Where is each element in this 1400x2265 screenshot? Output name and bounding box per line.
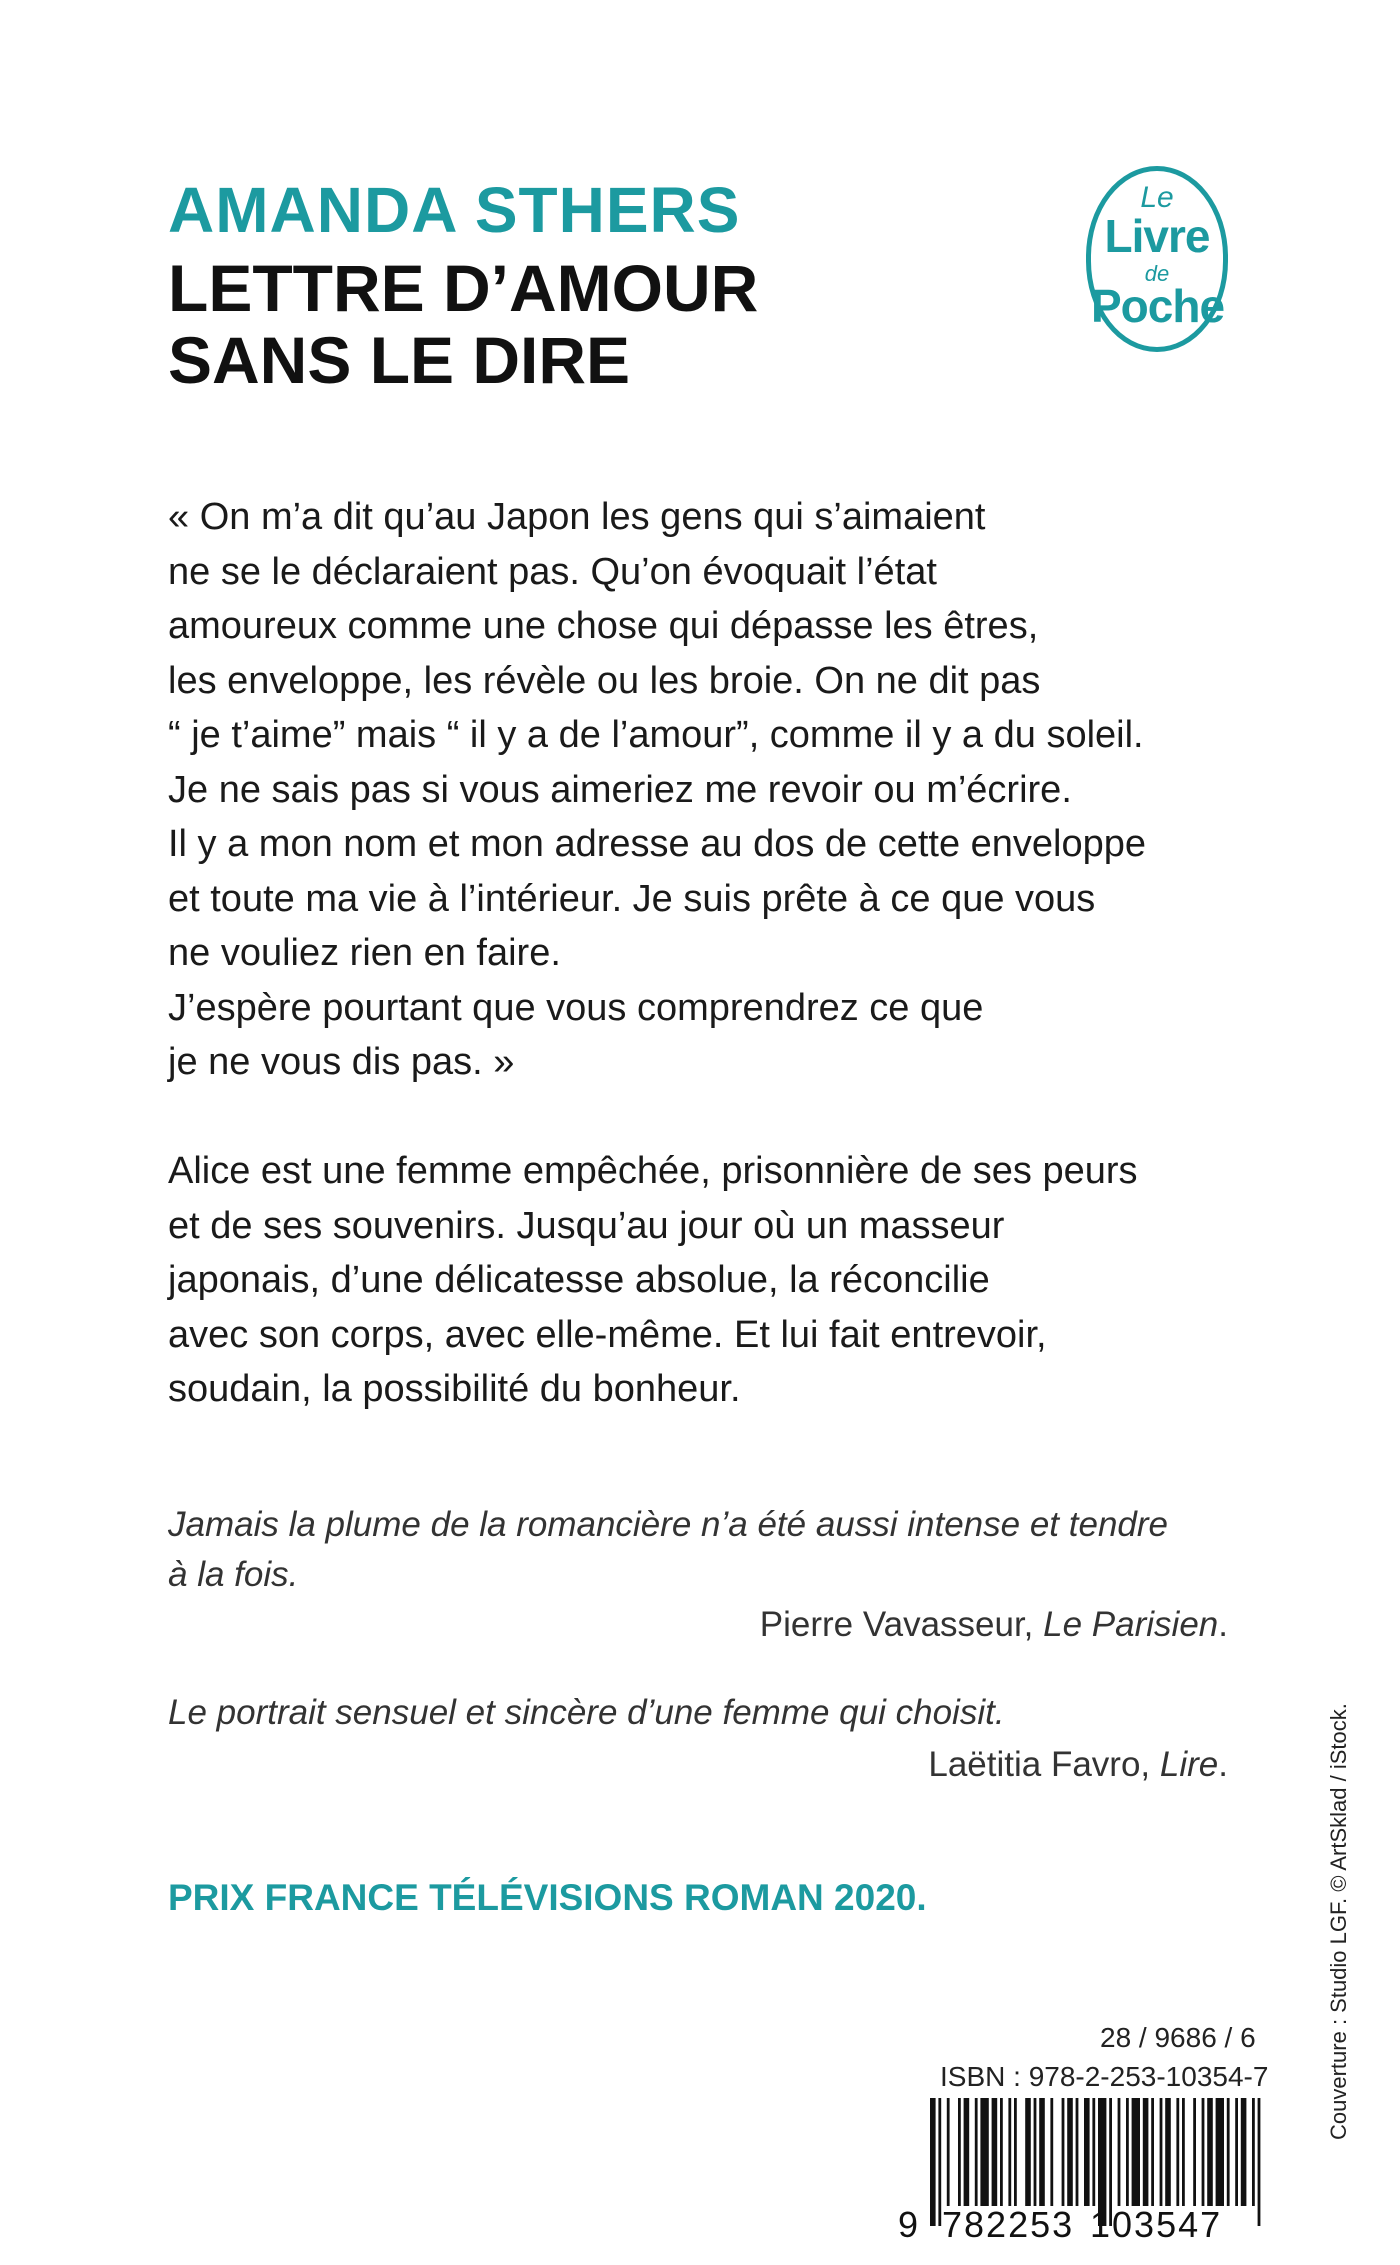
excerpt-quote (168, 490, 1288, 1090)
quote-line: les enveloppe, les révèle ou les broie. On ne dit pas (168, 659, 1041, 702)
review-line: Le portrait sensuel et sincère d’une femme qui choisit. (168, 1693, 1005, 1732)
quote-line: et toute ma vie à l’intérieur. Je suis prête à ce que vous (168, 877, 1096, 920)
review-quote-1 (168, 1500, 1228, 1600)
review-line: à la fois. (168, 1555, 299, 1594)
quote-line: Il y a mon nom et mon adresse au dos de cette enveloppe (168, 823, 1147, 865)
book-title (168, 252, 758, 396)
summary-line: soudain, la possibilité du bonheur. (168, 1368, 741, 1410)
barcode-bar (1165, 2098, 1171, 2206)
barcode-digit-group: 782253 (942, 2204, 1075, 2243)
barcode-bar (1008, 2098, 1011, 2206)
review-end: . (1218, 1605, 1228, 1644)
barcode-bar (1014, 2098, 1017, 2206)
barcode-bar (1092, 2098, 1095, 2206)
summary-line: japonais, d’une délicatesse absolue, la réconcilie (168, 1259, 990, 1301)
barcode-bar (1126, 2098, 1129, 2206)
barcode-bar (1160, 2098, 1163, 2206)
barcode-bar (958, 2098, 961, 2206)
barcode-bar (980, 2098, 988, 2206)
barcode-bar (1216, 2098, 1224, 2206)
summary-line: avec son corps, avec elle-même. Et lui fait entrevoir, (168, 1313, 1047, 1356)
quote-line: Je ne sais pas si vous aimeriez me revoir ou m’écrire. (168, 768, 1072, 811)
review-line: Jamais la plume de la romancière n’a été aussi intense et tendre (168, 1505, 1168, 1544)
quote-line: ne vouliez rien en faire. (168, 932, 561, 974)
title-line-1: LETTRE D’AMOUR (168, 251, 759, 325)
reference-code: 28 / 9686 / 6 (1100, 2022, 1256, 2053)
author-name: AMANDA STHERS (168, 174, 741, 246)
summary-line: Alice est une femme empêchée, prisonnière de ses peurs (168, 1150, 1138, 1192)
barcode-bar (1039, 2098, 1045, 2206)
review-source: Le Parisien (1043, 1605, 1219, 1644)
publisher-logo (1086, 166, 1228, 352)
barcode-bar (938, 2098, 941, 2226)
barcode-bar (992, 2098, 998, 2206)
barcode-bar (1084, 2098, 1090, 2206)
quote-line: je ne vous dis pas. » (168, 1041, 515, 1083)
barcode-bar (1000, 2098, 1003, 2206)
barcode-digit-group: 103547 (1090, 2204, 1223, 2243)
barcode-bar (1076, 2098, 1079, 2206)
review-source: Lire (1159, 1745, 1219, 1784)
barcode-bar (1227, 2098, 1230, 2206)
barcode-bar (1176, 2098, 1179, 2206)
logo-line-2: Livre (1104, 210, 1210, 262)
review-end: . (1218, 1745, 1228, 1784)
review-author: Laëtitia Favro, (928, 1745, 1151, 1784)
logo-line-3: de (1144, 261, 1170, 286)
barcode (890, 2098, 1270, 2243)
quote-line: J’espère pourtant que vous comprendrez ce que (168, 986, 984, 1029)
barcode-bar (1132, 2098, 1140, 2206)
review-attribution-1 (760, 1600, 1228, 1650)
barcode-bar (947, 2098, 950, 2206)
title-line-2: SANS LE DIRE (168, 323, 631, 397)
barcode-bar (1025, 2098, 1031, 2206)
barcode-bar (1241, 2098, 1247, 2206)
barcode-bar (1252, 2098, 1255, 2206)
barcode-bar (1258, 2098, 1261, 2226)
quote-line: amoureux comme une chose qui dépasse les êtres, (168, 605, 1039, 647)
barcode-bar (1034, 2098, 1037, 2206)
prize-label: PRIX FRANCE TÉLÉVISIONS ROMAN 2020. (168, 1877, 927, 1918)
barcode-bar (1118, 2098, 1121, 2206)
book-summary (168, 1144, 1288, 1417)
quote-line: « On m’a dit qu’au Japon les gens qui s’aimaient (168, 496, 986, 538)
quote-line: ne se le déclaraient pas. Qu’on évoquait l’état (168, 550, 937, 593)
cover-credit: Couverture : Studio LGF. © ArtSklad / iStock. (1326, 1703, 1351, 2140)
barcode-bar (1151, 2098, 1154, 2206)
review-attribution-2 (928, 1740, 1228, 1790)
barcode-bar (1193, 2098, 1196, 2206)
logo-line-1: Le (1140, 181, 1174, 214)
barcode-bar (964, 2098, 970, 2206)
barcode-digit-group: 9 (898, 2204, 919, 2243)
barcode-bar (1202, 2098, 1205, 2206)
isbn-number: ISBN : 978-2-253-10354-7 (940, 2061, 1269, 2092)
barcode-bar (1050, 2098, 1053, 2206)
barcode-bar (975, 2098, 978, 2206)
barcode-bar (1182, 2098, 1185, 2206)
barcode-bar (930, 2098, 936, 2226)
barcode-bar (1062, 2098, 1065, 2206)
barcode-bar (1067, 2098, 1073, 2206)
barcode-bar (1235, 2098, 1238, 2206)
quote-line: “ je t’aime” mais “ il y a de l’amour”, comme il y a du soleil. (168, 714, 1144, 756)
review-quote-2 (168, 1688, 1228, 1738)
barcode-bar (1143, 2098, 1149, 2206)
summary-line: et de ses souvenirs. Jusqu’au jour où un masseur (168, 1204, 1005, 1247)
logo-line-4: Poche (1091, 280, 1225, 332)
barcode-bar (1207, 2098, 1213, 2206)
review-author: Pierre Vavasseur, (759, 1605, 1034, 1644)
